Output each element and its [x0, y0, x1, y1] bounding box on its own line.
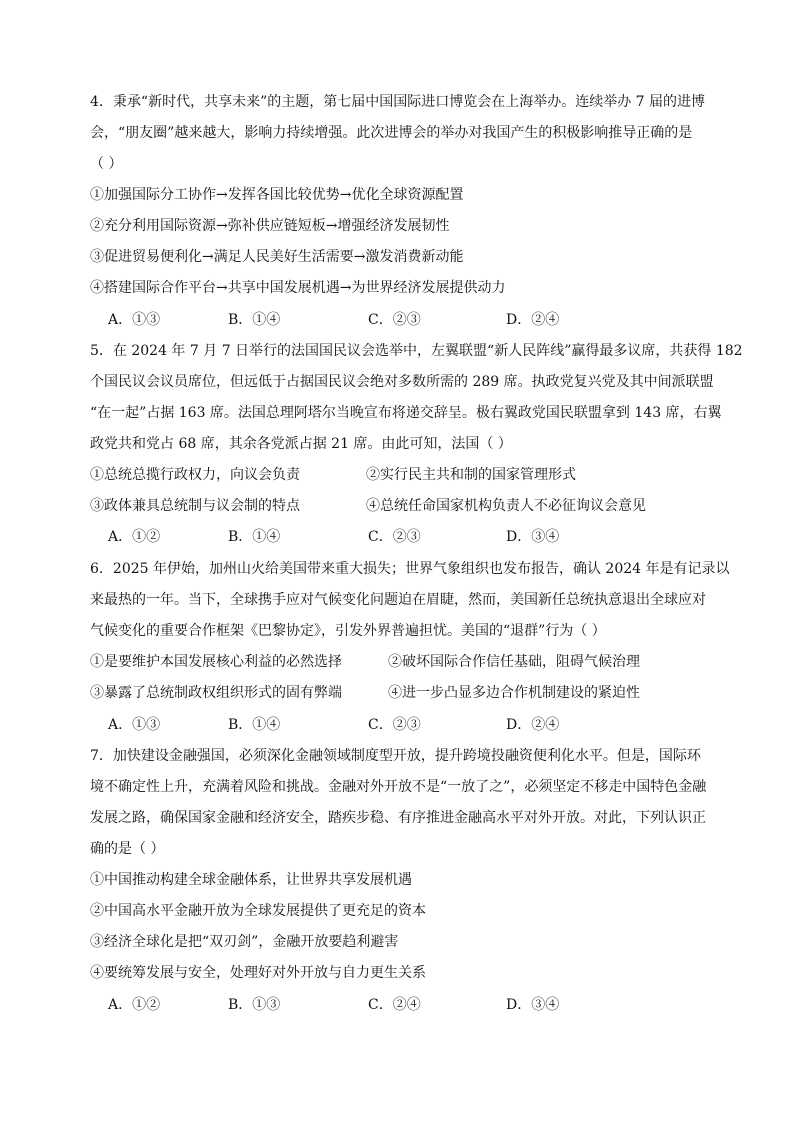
question-7-stem-line: 发展之路，确保国家金融和经济安全，踏疾步稳、有序推进金融高水平对外开放。对此，下列认识正 [90, 810, 706, 826]
question-6-statement-3: ③暴露了总统制政权组织形式的固有弊端 [90, 685, 342, 701]
question-7-statement-1: ①中国推动构建全球金融体系，让世界共享发展机遇 [90, 872, 412, 888]
question-4-statement-2: ②充分利用国际资源→弥补供应链短板→增强经济发展韧性 [90, 218, 450, 234]
question-4-stem-line: 4．秉承“新时代，共享未来”的主题，第七届中国国际进口博览会在上海举办。连续举办 7 届的进博 [90, 94, 706, 110]
question-7-statement-3: ③经济全球化是把“双刃剑”，金融开放要趋利避害 [90, 934, 399, 950]
question-7-option-c[interactable]: C．②④ [368, 997, 421, 1013]
question-4-statement-3: ③促进贸易便利化→满足人民美好生活需要→激发消费新动能 [90, 249, 464, 265]
question-5-option-d[interactable]: D．③④ [506, 529, 560, 545]
question-7-option-d[interactable]: D．③④ [506, 997, 560, 1013]
question-6-statement-1: ①是要维护本国发展核心利益的必然选择 [90, 654, 342, 670]
question-5-option-c[interactable]: C．②③ [368, 529, 421, 545]
question-4-statement-4: ④搭建国际合作平台→共享中国发展机遇→为世界经济发展提供动力 [90, 280, 506, 296]
question-7-statement-2: ②中国高水平金融开放为全球发展提供了更充足的资本 [90, 903, 426, 919]
question-5-stem-line: “在一起”占据 163 席。法国总理阿塔尔当晚宣布将递交辞呈。极右翼政党国民联盟拿到 143 席，右翼 [90, 405, 722, 421]
question-5-statement-4: ④总统任命国家机构负责人不必征询议会意见 [366, 498, 646, 514]
question-6-option-d[interactable]: D．②④ [506, 717, 560, 733]
question-5-statement-1: ①总统总揽行政权力，向议会负责 [90, 467, 300, 483]
question-6-option-c[interactable]: C．②③ [368, 717, 421, 733]
question-5-statement-2: ②实行民主共和制的国家管理形式 [366, 467, 576, 483]
question-4-answer-bracket: （ ） [90, 156, 123, 172]
question-4-statement-1: ①加强国际分工协作→发挥各国比较优势→优化全球资源配置 [90, 187, 464, 203]
question-4-option-a[interactable]: A．①③ [108, 312, 161, 328]
question-7-stem-line: 境不确定性上升，充满着风险和挑战。金融对外开放不是“一放了之”，必须坚定不移走中国特色金融 [90, 779, 707, 795]
question-4-stem-line: 会，“朋友圈”越来越大，影响力持续增强。此次进博会的举办对我国产生的积极影响推导正确的是 [90, 125, 693, 141]
question-6-stem-line: 气候变化的重要合作框架《巴黎协定》，引发外界普遍担忧。美国的“退群”行为（ ） [90, 623, 606, 639]
question-7-statement-4: ④要统筹发展与安全，处理好对外开放与自力更生关系 [90, 965, 426, 981]
question-5-stem-line: 个国民议会议员席位，但远低于占据国民议会绝对多数所需的 289 席。执政党复兴党及其中间派联盟 [90, 374, 714, 390]
question-6-statement-2: ②破坏国际合作信任基础，阻碍气候治理 [388, 654, 640, 670]
question-6-option-a[interactable]: A．①③ [108, 717, 161, 733]
question-4-option-d[interactable]: D．②④ [506, 312, 560, 328]
question-5-stem-line: 5．在 2024 年 7 月 7 日举行的法国国民议会选举中，左翼联盟“新人民阵线”赢得最多议席，共获得 182 [90, 343, 743, 359]
question-6-statement-4: ④进一步凸显多边合作机制建设的紧迫性 [388, 685, 640, 701]
question-7-option-a[interactable]: A．①② [108, 997, 161, 1013]
question-7-option-b[interactable]: B．①③ [228, 997, 281, 1013]
question-5-statement-3: ③政体兼具总统制与议会制的特点 [90, 498, 300, 514]
question-6-stem-line: 来最热的一年。当下，全球携手应对气候变化问题迫在眉睫，然而，美国新任总统执意退出全球应对 [90, 592, 706, 608]
question-5-stem-line: 政党共和党占 68 席，其余各党派占据 21 席。由此可知，法国（ ） [90, 436, 512, 452]
question-5-option-a[interactable]: A．①② [108, 529, 161, 545]
question-7-stem-line: 确的是（ ） [90, 841, 165, 857]
question-5-option-b[interactable]: B．①④ [228, 529, 281, 545]
question-7-stem-line: 7．加快建设金融强国，必须深化金融领域制度型开放，提升跨境投融资便利化水平。但是，国际环 [90, 748, 701, 764]
question-6-stem-line: 6．2025 年伊始，加州山火给美国带来重大损失；世界气象组织也发布报告，确认 2024 年是有记录以 [90, 561, 730, 577]
question-4-option-b[interactable]: B．①④ [228, 312, 281, 328]
question-6-option-b[interactable]: B．①④ [228, 717, 281, 733]
question-4-option-c[interactable]: C．②③ [368, 312, 421, 328]
